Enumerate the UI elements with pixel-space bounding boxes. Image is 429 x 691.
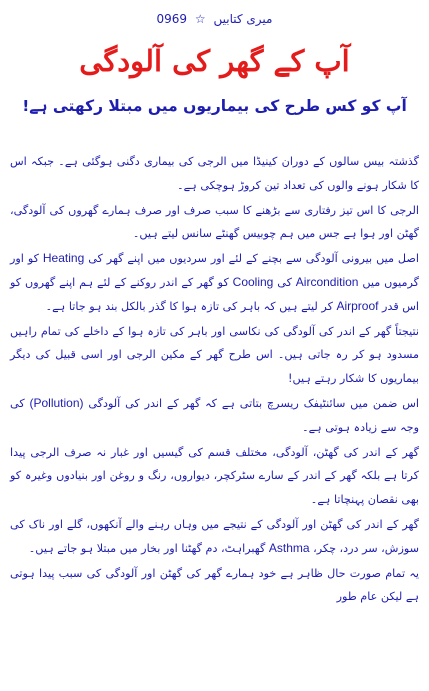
paragraph-segment: اس ضمن میں سائنٹیفک ریسرچ بتاتی ہے کہ گھر کے اندر کی آلودگی: [83, 396, 419, 410]
article-body: [10, 150, 419, 610]
paragraph-segment: کر لیتے ہیں کہ باہر کی تازہ ہوا کا گذر بالکل بند ہو جاتا ہے۔: [45, 299, 337, 313]
page-number: 0969: [156, 12, 188, 26]
paragraph: [10, 392, 419, 440]
paragraph: الرجی کا اس تیز رفتاری سے بڑھنے کا سبب صرف اور صرف ہمارے گھروں کی آلودگی، گھٹن اور ہوا ہے جس میں ہم چوبیس گھنٹے سانس لیتے ہیں۔: [10, 203, 419, 241]
paragraph-segment: کو اور گرمیوں میں: [10, 252, 419, 289]
english-term: Heating: [42, 251, 85, 266]
english-term: Asthma: [268, 540, 310, 555]
english-term: Aircondition: [295, 274, 359, 289]
english-term: (Pollution): [29, 395, 84, 410]
page-header: [0, 12, 429, 26]
site-name: میری کتابیں: [213, 12, 273, 26]
english-term: Cooling: [232, 274, 274, 289]
paragraph-segment: کی وجہ سے زیادہ ہوتی ہے۔: [10, 396, 419, 434]
paragraph: [10, 513, 419, 561]
article-title: آپ کے گھر کی آلودگی: [79, 44, 350, 78]
paragraph: نتیجتاً گھر کے اندر کی آلودگی کی نکاسی اور باہر کی تازہ ہوا کے داخلے کی تمام راہیں مسدود ہو کر رہ جاتی ہیں۔ اس طرح گھر کے مکین الرجی اور اسی قبیل کی دیگر بیماریوں کا شکار رہتے ہیں!: [10, 324, 419, 386]
paragraph-segment: کو گھر کے اندر روکنے کے لئے ہم اپنے گھروں کو اس قدر: [10, 275, 419, 313]
article-subtitle: آپ کو کس طرح کی بیماریوں میں مبتلا رکھتی ہے!: [22, 97, 407, 115]
english-term: Airproof: [336, 298, 379, 313]
paragraph: [10, 247, 419, 318]
paragraph-segment: گھبراہٹ، دم گھٹنا اور بخار میں مبتلا ہو جاتے ہیں۔: [28, 541, 269, 555]
paragraph: گھر کے اندر کی گھٹن، آلودگی، مختلف قسم کی گیسیں اور غبار نہ صرف الرجی پیدا کرتا ہے بلکہ گھر کے اندر کے سارے سٹرکچر، دیواروں، رنگ و روغن اور بنیادوں وغیرہ کو بھی نقصان پہنچاتا ہے۔: [10, 445, 419, 507]
star-icon: ☆: [194, 12, 206, 26]
paragraph-segment: گھر کے اندر کی گھٹن اور آلودگی کے نتیجے میں وہاں رہنے والے آنکھوں، گلے اور ناک کی سوزش، سر درد، چکر،: [10, 517, 419, 555]
paragraph: گذشتہ بیس سالوں کے دوران کینیڈا میں الرجی کی بیماری دگنی ہوگئی ہے۔ جبکہ اس کا شکار ہونے والوں کی تعداد تین کروڑ ہوچکی ہے۔: [10, 155, 419, 192]
paragraph: یہ تمام صورت حال ظاہر ہے خود ہمارے گھر کی گھٹن اور آلودگی کی سبب پیدا ہوتی ہے لیکن عام طور: [10, 566, 419, 604]
paragraph-segment: اصل میں بیرونی آلودگی سے بچنے کے لئے اور سردیوں میں اپنے گھر کی: [84, 252, 419, 266]
paragraph-segment: کی: [273, 275, 296, 289]
